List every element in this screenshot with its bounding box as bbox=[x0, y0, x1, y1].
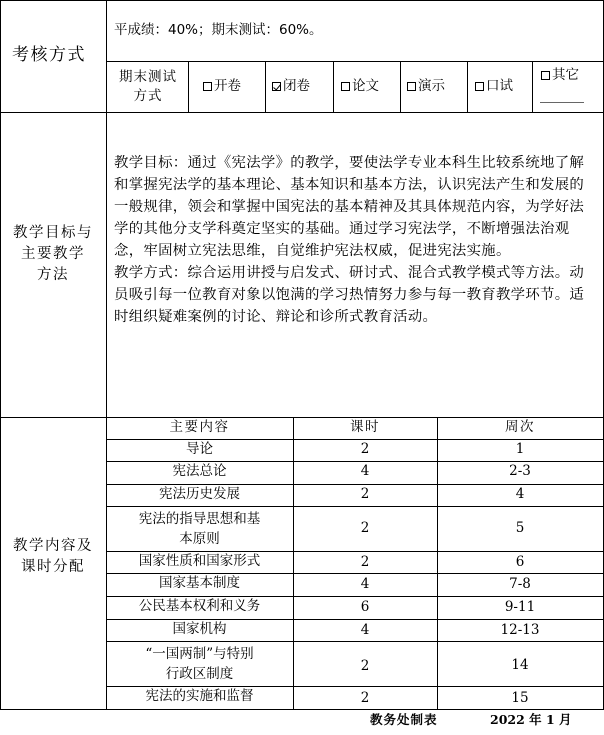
row-weeks: 2-3 bbox=[509, 463, 531, 479]
row-weeks: 9-11 bbox=[504, 599, 536, 615]
checkbox-other[interactable] bbox=[541, 71, 550, 80]
objectives-label-line1: 教学目标与 bbox=[13, 225, 93, 241]
objectives-label bbox=[0, 223, 106, 286]
row-content: 宪法总论 bbox=[172, 463, 227, 479]
row-content: 公民基本权利和义务 bbox=[138, 598, 261, 614]
row-content: 宪法的实施和监督 bbox=[145, 688, 254, 704]
row-content: 国家机构 bbox=[172, 621, 227, 637]
grading-text: 平成绩：40%；期末测试：60%。 bbox=[114, 22, 323, 38]
option-paper-label: 论文 bbox=[352, 78, 379, 94]
header-content: 主要内容 bbox=[169, 419, 230, 435]
row-weeks: 4 bbox=[515, 486, 525, 502]
row-weeks: 15 bbox=[511, 690, 529, 706]
row-weeks: 5 bbox=[515, 520, 525, 536]
row-weeks: 14 bbox=[511, 657, 529, 673]
option-closed-book-label: 闭卷 bbox=[283, 78, 310, 94]
objectives-label-line3: 方法 bbox=[37, 267, 69, 283]
option-oral-label: 口试 bbox=[486, 78, 513, 94]
footer-date: 2022 年 1 月 bbox=[490, 712, 572, 727]
row-content: 国家性质和国家形式 bbox=[138, 553, 261, 569]
row-hours: 6 bbox=[360, 599, 370, 615]
schedule-label bbox=[0, 536, 106, 578]
option-open-book[interactable] bbox=[203, 80, 241, 94]
option-other[interactable] bbox=[541, 69, 579, 83]
row-hours: 4 bbox=[360, 622, 370, 638]
checkbox-closed-book[interactable] bbox=[272, 82, 281, 91]
header-weeks: 周次 bbox=[505, 419, 535, 435]
footer-issuer: 教务处制表 bbox=[370, 712, 438, 727]
row-content: 导论 bbox=[186, 441, 213, 457]
row-hours: 2 bbox=[360, 441, 370, 457]
option-other-label: 其它 bbox=[552, 67, 579, 83]
option-paper[interactable] bbox=[341, 80, 379, 94]
checkbox-open-book[interactable] bbox=[203, 82, 212, 91]
row-hours: 2 bbox=[360, 690, 370, 706]
row-weeks: 1 bbox=[515, 441, 525, 457]
row-weeks: 6 bbox=[515, 554, 525, 570]
row-weeks: 12-13 bbox=[500, 622, 540, 638]
option-open-book-label: 开卷 bbox=[214, 78, 241, 94]
option-demo[interactable] bbox=[407, 80, 445, 94]
row-hours: 4 bbox=[360, 576, 370, 592]
row-hours: 2 bbox=[360, 554, 370, 570]
checkbox-oral[interactable] bbox=[475, 82, 484, 91]
row-content bbox=[106, 509, 293, 549]
schedule-label-line2: 课时分配 bbox=[21, 559, 85, 575]
other-fill-line[interactable] bbox=[540, 102, 584, 103]
objectives-label-line2: 主要教学 bbox=[21, 246, 85, 262]
row-hours: 2 bbox=[360, 658, 370, 674]
row-hours: 2 bbox=[360, 486, 370, 502]
row-content: 国家基本制度 bbox=[159, 575, 240, 591]
checkbox-paper[interactable] bbox=[341, 82, 350, 91]
exam-type-label-text: 期末测试方式 bbox=[119, 69, 177, 104]
row-content-line2: 行政区制度 bbox=[165, 666, 234, 682]
exam-type-label bbox=[108, 68, 188, 106]
row-content: 宪法历史发展 bbox=[159, 486, 240, 502]
row-hours: 2 bbox=[360, 520, 370, 536]
option-demo-label: 演示 bbox=[418, 78, 445, 94]
header-hours: 课时 bbox=[350, 419, 380, 435]
row-hours: 4 bbox=[360, 463, 370, 479]
assessment-label: 考核方式 bbox=[12, 45, 86, 65]
row-weeks: 7-8 bbox=[509, 576, 531, 592]
objectives-text: 教学目标：通过《宪法学》的教学，要使法学专业本科生比较系统地了解和掌握宪法学的基本理论、基本知识和基本方法，认识宪法产生和发展的一般规律，领会和掌握中国宪法的基本精神及其具体规范内容，为学好法学的其他分支学科奠定坚实的基础。通过学习宪法学，不断增强法治观念，牢固树立宪法思维，自觉维护宪法权威，促进宪法实施。 教学方式：综合运用讲授与启发式、研讨式、混合式教学模式等方法。动员吸引每一位教育对象以饱满的学习热情努力参与每一教育教学环节。适时组织疑难案例的讨论、辩论和诊所式教育活动。 bbox=[114, 155, 585, 325]
row-content bbox=[106, 644, 293, 684]
row-content-line1: 宪法的指导思想和基 bbox=[138, 511, 261, 527]
option-oral[interactable] bbox=[475, 80, 513, 94]
row-content-line2: 本原则 bbox=[179, 531, 220, 547]
checkbox-demo[interactable] bbox=[407, 82, 416, 91]
schedule-label-line1: 教学内容及 bbox=[13, 538, 93, 554]
row-content-line1: “一国两制”与特别 bbox=[145, 646, 254, 662]
option-closed-book[interactable] bbox=[272, 80, 310, 94]
